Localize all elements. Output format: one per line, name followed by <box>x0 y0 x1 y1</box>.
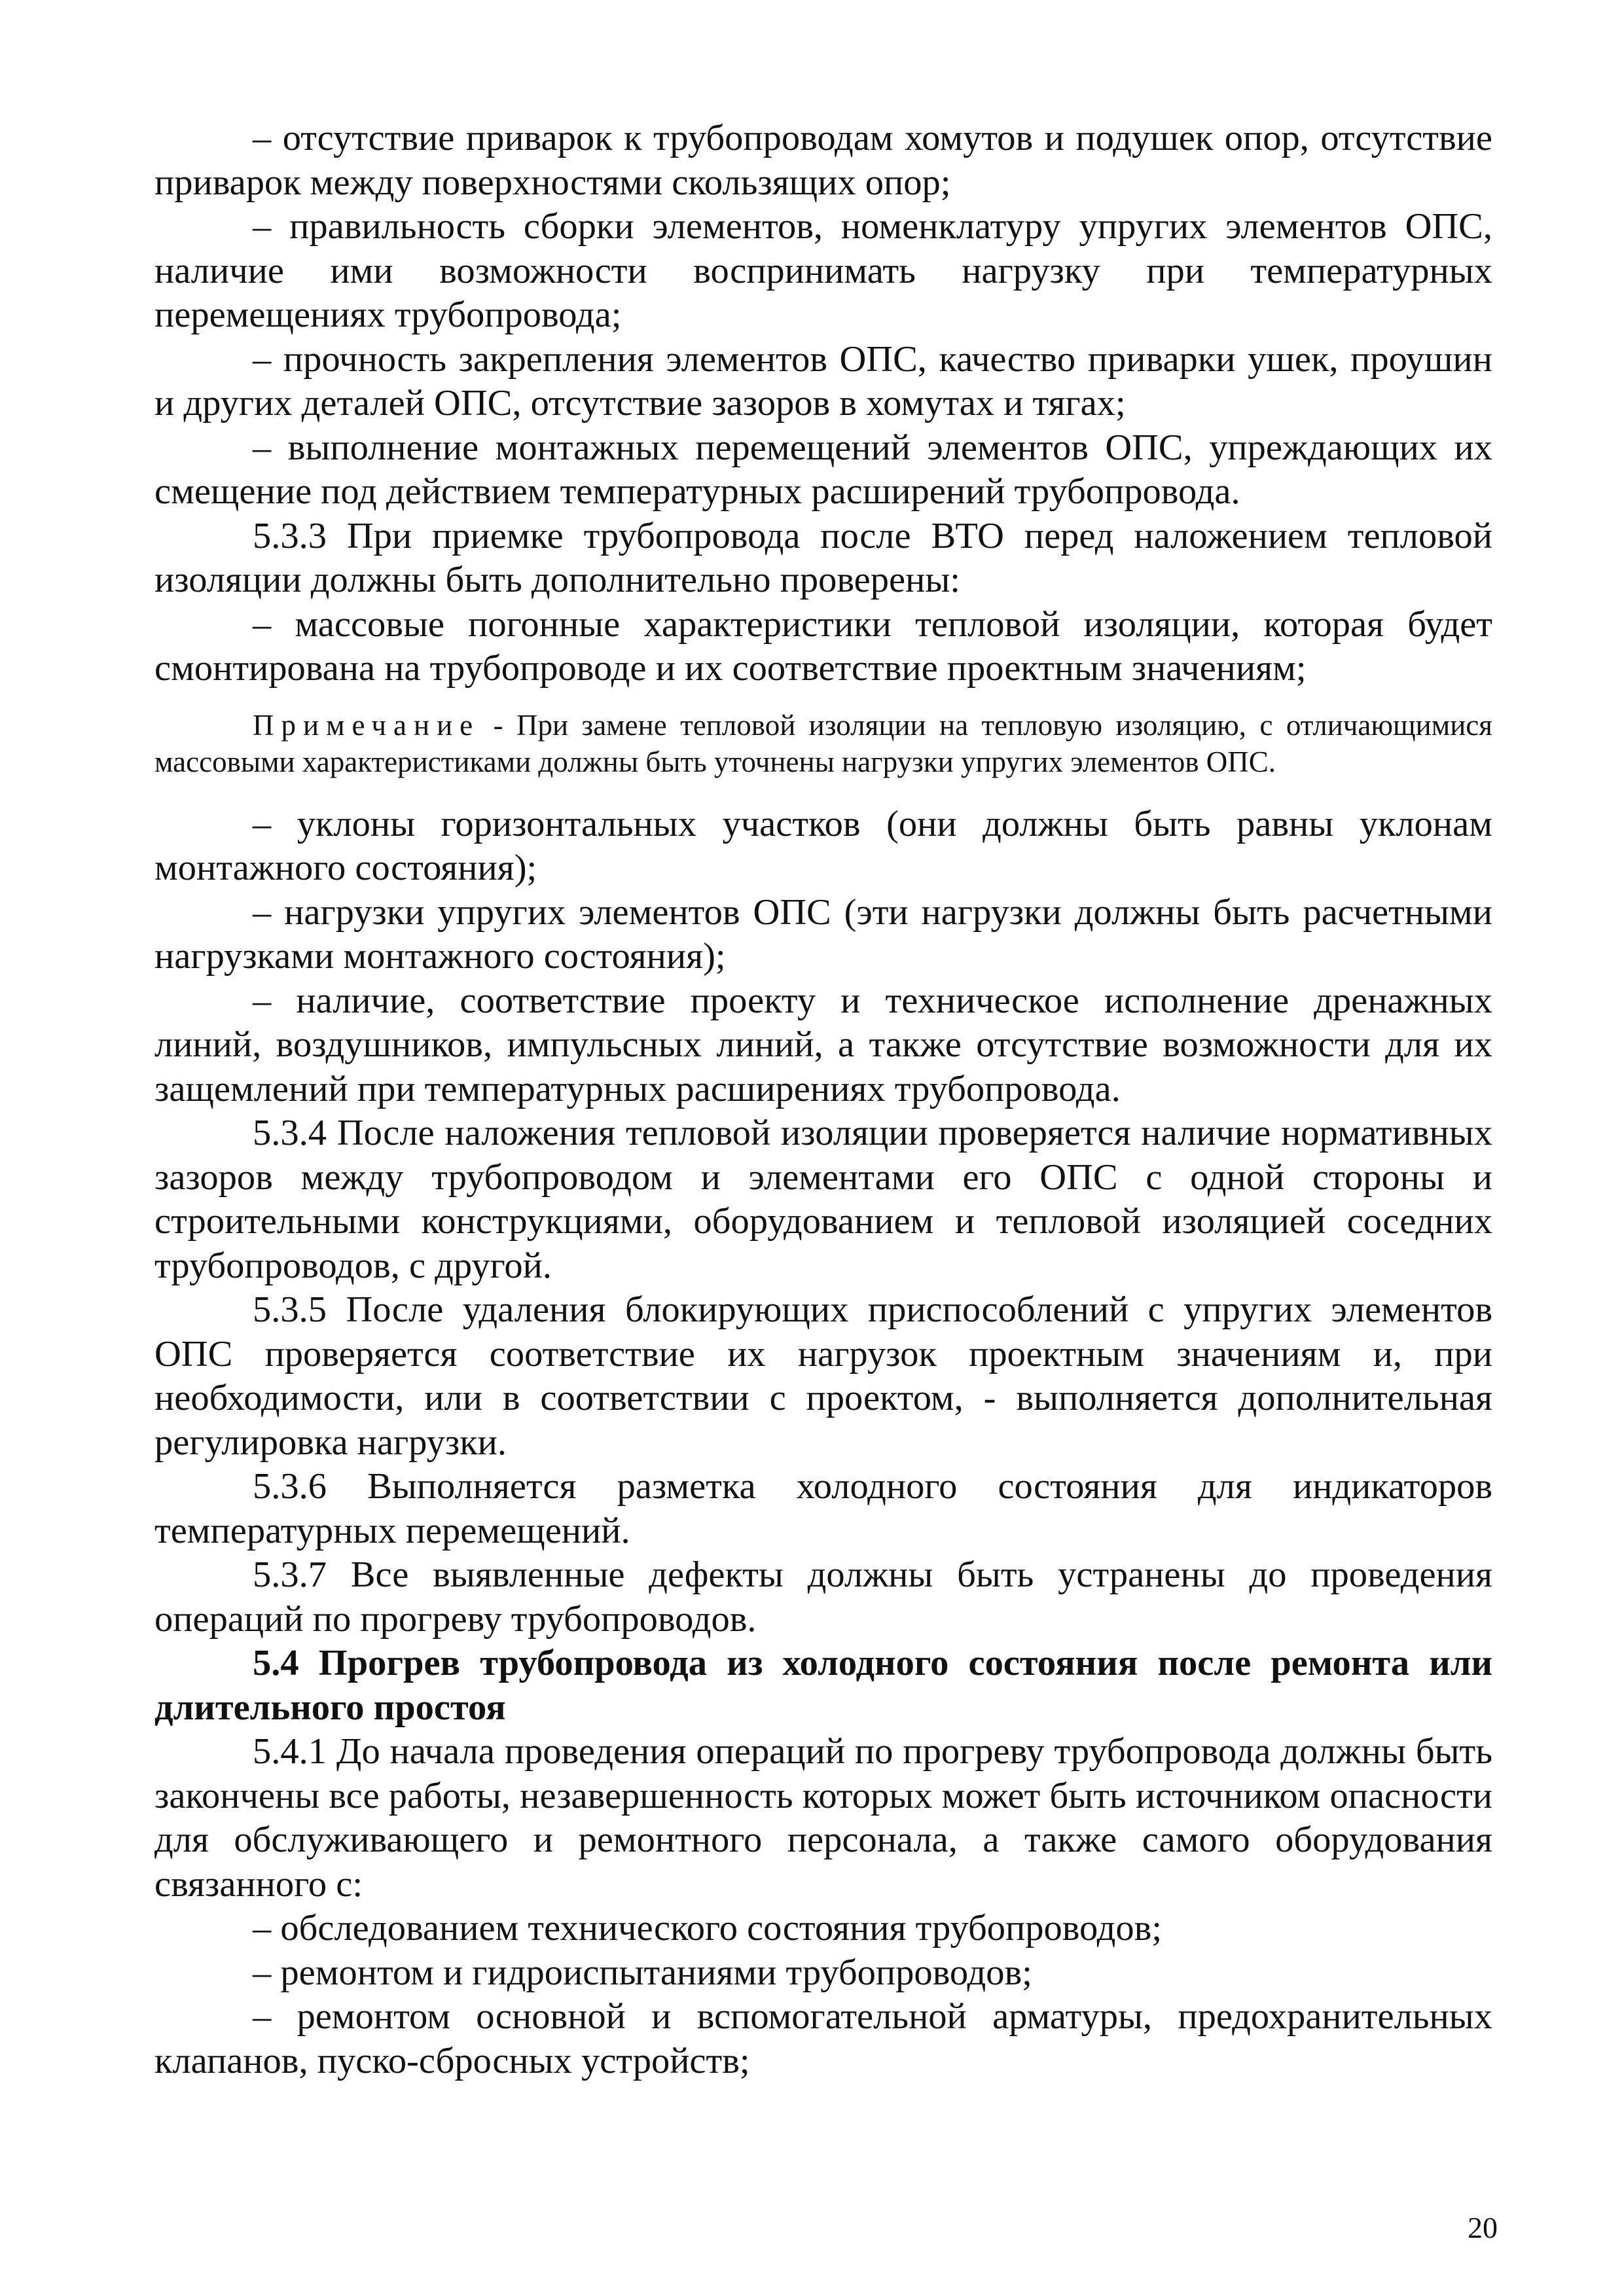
bullet-paragraph: – наличие, соответствие проекту и техническое исполнение дренажных линий, воздушников, импульсных линий, а также отсутствие возможности для их защемлений при температурных расширениях трубопровода. <box>154 980 1492 1109</box>
bullet-paragraph: – нагрузки упругих элементов ОПС (эти нагрузки должны быть расчетными нагрузками монтажного состояния); <box>154 891 1492 977</box>
section-paragraph: 5.4.1 До начала проведения операций по прогреву трубопровода должны быть закончены все работы, незавершенность которых может быть источником опасности для обслуживающего и ремонтного персонала, а также самого оборудования связанного с: <box>154 1731 1492 1905</box>
section-paragraph: 5.3.5 После удаления блокирующих приспособлений с упругих элементов ОПС проверяется соответствие их нагрузок проектным значениям и, при необходимости, или в соответствии с проектом, - выполняется дополнительная регулировка нагрузки. <box>154 1289 1492 1463</box>
bullet-paragraph: – отсутствие приварок к трубопроводам хомутов и подушек опор, отсутствие приварок между поверхностями скользящих опор; <box>154 118 1492 203</box>
section-paragraph: 5.3.3 При приемке трубопровода после ВТО перед наложением тепловой изоляции должны быть дополнительно проверены: <box>154 515 1492 600</box>
bullet-paragraph: – массовые погонные характеристики тепловой изоляции, которая будет смонтирована на трубопроводе и их соответствие проектным значениям; <box>154 603 1492 689</box>
bullet-paragraph: – ремонтом основной и вспомогательной арматуры, предохранительных клапанов, пуско-сбросных устройств; <box>154 1996 1492 2081</box>
page-number: 20 <box>1468 2211 1498 2244</box>
bullet-paragraph: – выполнение монтажных перемещений элементов ОПС, упреждающих их смещение под действием температурных расширений трубопровода. <box>154 427 1492 512</box>
section-paragraph: 5.3.7 Все выявленные дефекты должны быть устранены до проведения операций по прогреву трубопроводов. <box>154 1554 1492 1640</box>
note-text: - При замене тепловой изоляции на тепловую изоляцию, с отличающимися массовыми характеристиками должны быть уточнены нагрузки упругих элементов ОПС. <box>154 708 1492 778</box>
section-heading: 5.4 Прогрев трубопровода из холодного состояния после ремонта или длительного простоя <box>154 1643 1492 1728</box>
section-paragraph: 5.3.4 После наложения тепловой изоляции проверяется наличие нормативных зазоров между трубопроводом и элементами его ОПС с одной стороны и строительными конструкциями, оборудованием и тепловой изоляцией соседних трубопроводов, с другой. <box>154 1113 1492 1286</box>
page-body <box>154 117 1492 2083</box>
section-paragraph: 5.3.6 Выполняется разметка холодного состояния для индикаторов температурных перемещений. <box>154 1466 1492 1551</box>
note-paragraph <box>154 707 1492 780</box>
bullet-paragraph: – обследованием технического состояния трубопроводов; <box>253 1908 1163 1948</box>
note-label: Примечание <box>253 708 480 742</box>
bullet-paragraph: – правильность сборки элементов, номенклатуру упругих элементов ОПС, наличие ими возможности воспринимать нагрузку при температурных перемещениях трубопровода; <box>154 206 1492 335</box>
bullet-paragraph: – прочность закрепления элементов ОПС, качество приварки ушек, проушин и других деталей ОПС, отсутствие зазоров в хомутах и тягах; <box>154 338 1492 423</box>
bullet-paragraph: – уклоны горизонтальных участков (они должны быть равны уклонам монтажного состояния); <box>154 803 1492 888</box>
bullet-paragraph: – ремонтом и гидроиспытаниями трубопроводов; <box>253 1952 1032 1993</box>
